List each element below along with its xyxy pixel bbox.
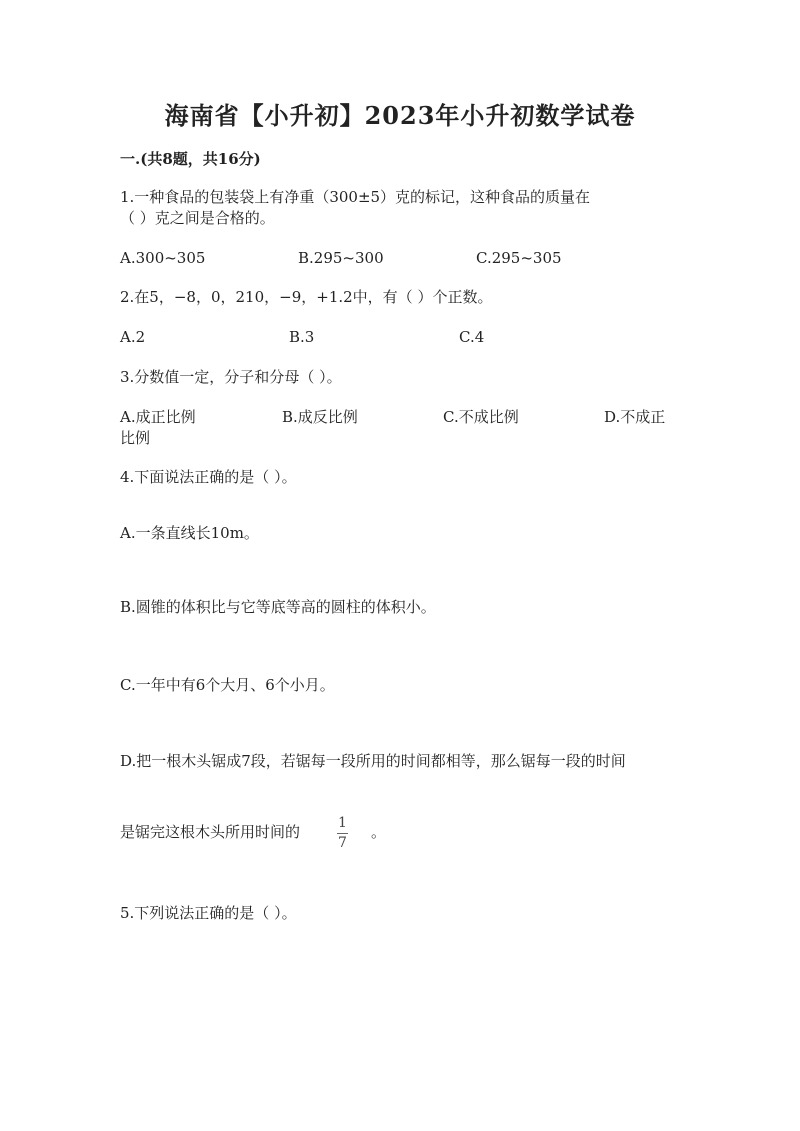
question-4-option-d-end: 。 <box>371 823 387 841</box>
question-5-text: 5.下列说法正确的是（ ）。 <box>120 904 297 922</box>
question-4-option-d-line-1: D.把一根木头锯成7段，若锯每一段所用的时间都相等，那么锯每一段的时间 <box>120 752 626 770</box>
question-4-option-a: A.一条直线长10m。 <box>120 524 259 542</box>
question-3-option-d-continued: 比例 <box>120 429 151 447</box>
question-1-line-1: 1.一种食品的包装袋上有净重（300±5）克的标记，这种食品的质量在 <box>120 188 591 206</box>
question-4-text: 4.下面说法正确的是（ ）。 <box>120 468 297 486</box>
question-2-text: 2.在5，−8，0，210，−9，+1.2中，有（ ）个正数。 <box>120 288 493 306</box>
question-3-option-c: C.不成比例 <box>443 408 519 426</box>
question-3-text: 3.分数值一定，分子和分母（ ）。 <box>120 368 342 386</box>
question-3-option-a: A.成正比例 <box>120 408 196 426</box>
question-3-option-d: D.不成正 <box>604 408 666 426</box>
section-header: 一.(共8题，共16分) <box>120 150 261 168</box>
question-3-option-b: B.成反比例 <box>282 408 358 426</box>
question-2-option-a: A.2 <box>120 328 146 346</box>
fraction-denominator: 7 <box>338 835 347 851</box>
question-1-option-c: C.295~305 <box>476 249 562 267</box>
question-2-option-b: B.3 <box>289 328 315 346</box>
fraction-one-seventh <box>337 815 348 852</box>
question-4-option-d-line-2: 是锯完这根木头所用时间的 <box>120 823 301 841</box>
question-4-option-b: B.圆锥的体积比与它等底等高的圆柱的体积小。 <box>120 598 436 616</box>
fraction-bar <box>337 833 348 834</box>
fraction-numerator: 1 <box>338 815 347 831</box>
question-2-option-c: C.4 <box>459 328 485 346</box>
question-4-option-c: C.一年中有6个大月、6个小月。 <box>120 676 335 694</box>
question-1-line-2: （ ）克之间是合格的。 <box>120 209 275 227</box>
question-1-option-b: B.295~300 <box>298 249 384 267</box>
page-title: 海南省【小升初】2023年小升初数学试卷 <box>164 101 636 130</box>
question-1-option-a: A.300~305 <box>120 249 206 267</box>
